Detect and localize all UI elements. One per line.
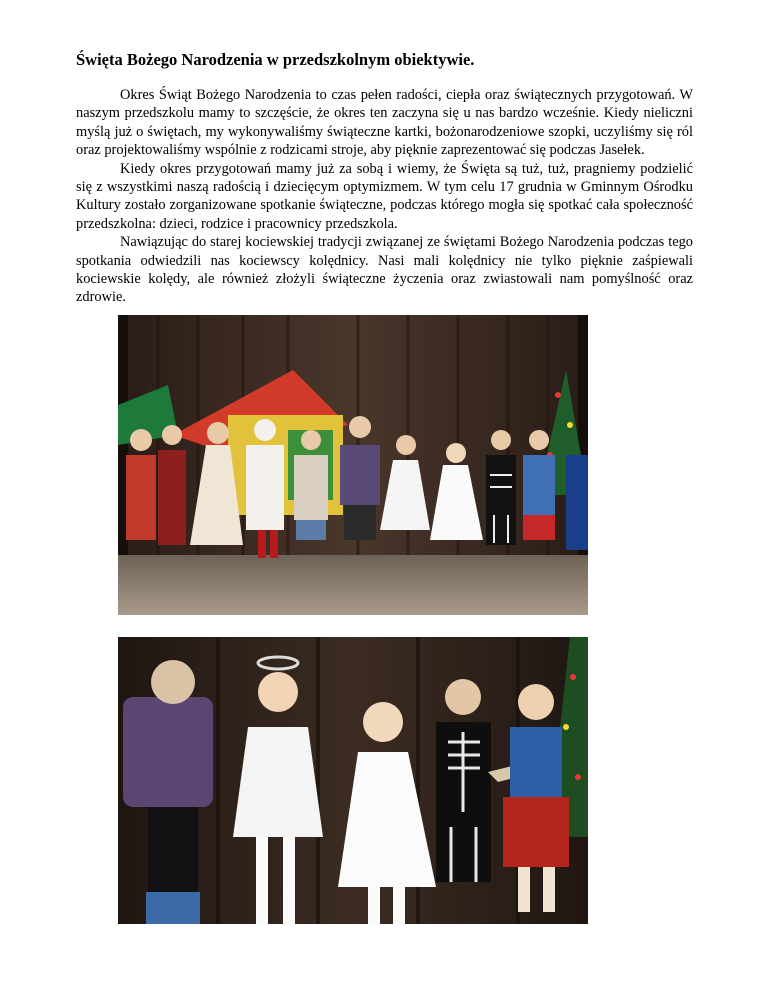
- stage-photo-wide-image: [118, 315, 588, 615]
- document-title: Święta Bożego Narodzenia w przedszkolnym obiektywie.: [76, 50, 475, 69]
- stage-photo-closeup: [118, 637, 588, 924]
- stage-photo-closeup-image: [118, 637, 588, 924]
- paragraph-3: Nawiązując do starej kociewskiej tradycji związanej ze świętami Bożego Narodzenia podczas tego spotkania odwiedzili nas kociewscy kolędnicy. Nasi mali kolędnicy nie tylko pięknie zaśpiewali kociewskie kolędy, ale również złożyli świąteczne życzenia oraz zwiastowali nam pomyślność oraz zdrowie.: [76, 234, 693, 306]
- stage-photo-wide: [118, 315, 588, 615]
- paragraph-1: Okres Świąt Bożego Narodzenia to czas pełen radości, ciepła oraz świątecznych przygotowań. W naszym przedszkolu mamy to szczęście, że okres ten zaczyna się u nas bardzo wcześnie. Kiedy nieliczni myślą już o świętach, my wykonywaliśmy świąteczne kartki, bożonarodzeniowe szopki, uczyliśmy się ról oraz projektowaliśmy wspólnie z rodzicami stroje, aby pięknie zaprezentować się podczas Jasełek.: [76, 87, 693, 159]
- document-body: [76, 86, 693, 307]
- paragraph-2: Kiedy okres przygotowań mamy już za sobą i wiemy, że Święta są tuż, tuż, pragniemy podzielić się z wszystkimi naszą radością i dziecięcym optymizmem. W tym celu 17 grudnia w Gminnym Ośrodku Kultury zostało zorganizowane spotkanie świąteczne, podczas którego mogła się spotkać cała społeczność przedszkolna: dzieci, rodzice i pracownicy przedszkola.: [76, 160, 693, 232]
